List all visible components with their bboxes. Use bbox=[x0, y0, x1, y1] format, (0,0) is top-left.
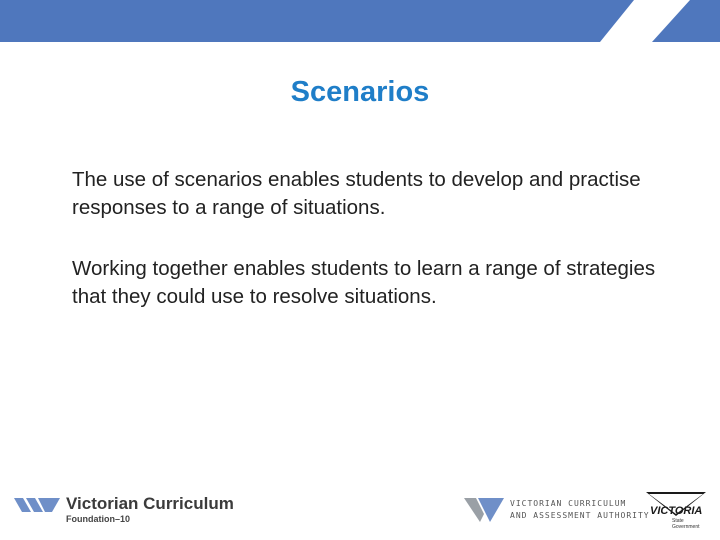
banner-right-shape bbox=[652, 0, 720, 42]
vc-chevron-icon bbox=[14, 494, 60, 516]
slide-title: Scenarios bbox=[290, 76, 430, 108]
vcaa-line-2: AND ASSESSMENT AUTHORITY bbox=[510, 511, 650, 520]
victoria-sub-line-1: State bbox=[672, 518, 684, 524]
body-paragraph-2: Working together enables students to learn a range of strategies that they could use to resolve situations. bbox=[72, 257, 656, 308]
victoria-sub-line-2: Government bbox=[672, 524, 700, 530]
body-paragraph-1: The use of scenarios enables students to develop and practise responses to a range of situations. bbox=[72, 168, 641, 219]
victoria-wordmark: VICTORIA bbox=[650, 505, 703, 517]
vcaa-check-icon bbox=[464, 496, 504, 524]
top-banner bbox=[0, 0, 720, 42]
banner-main-shape bbox=[0, 0, 634, 42]
vc-logo-subtitle: Foundation–10 bbox=[66, 514, 131, 524]
vcaa-line-1: VICTORIAN CURRICULUM bbox=[510, 499, 627, 508]
victoria-government-logo bbox=[646, 492, 706, 532]
vc-logo-name: Victorian Curriculum bbox=[66, 494, 234, 513]
vcaa-logo bbox=[464, 496, 650, 524]
victorian-curriculum-logo bbox=[14, 494, 234, 525]
